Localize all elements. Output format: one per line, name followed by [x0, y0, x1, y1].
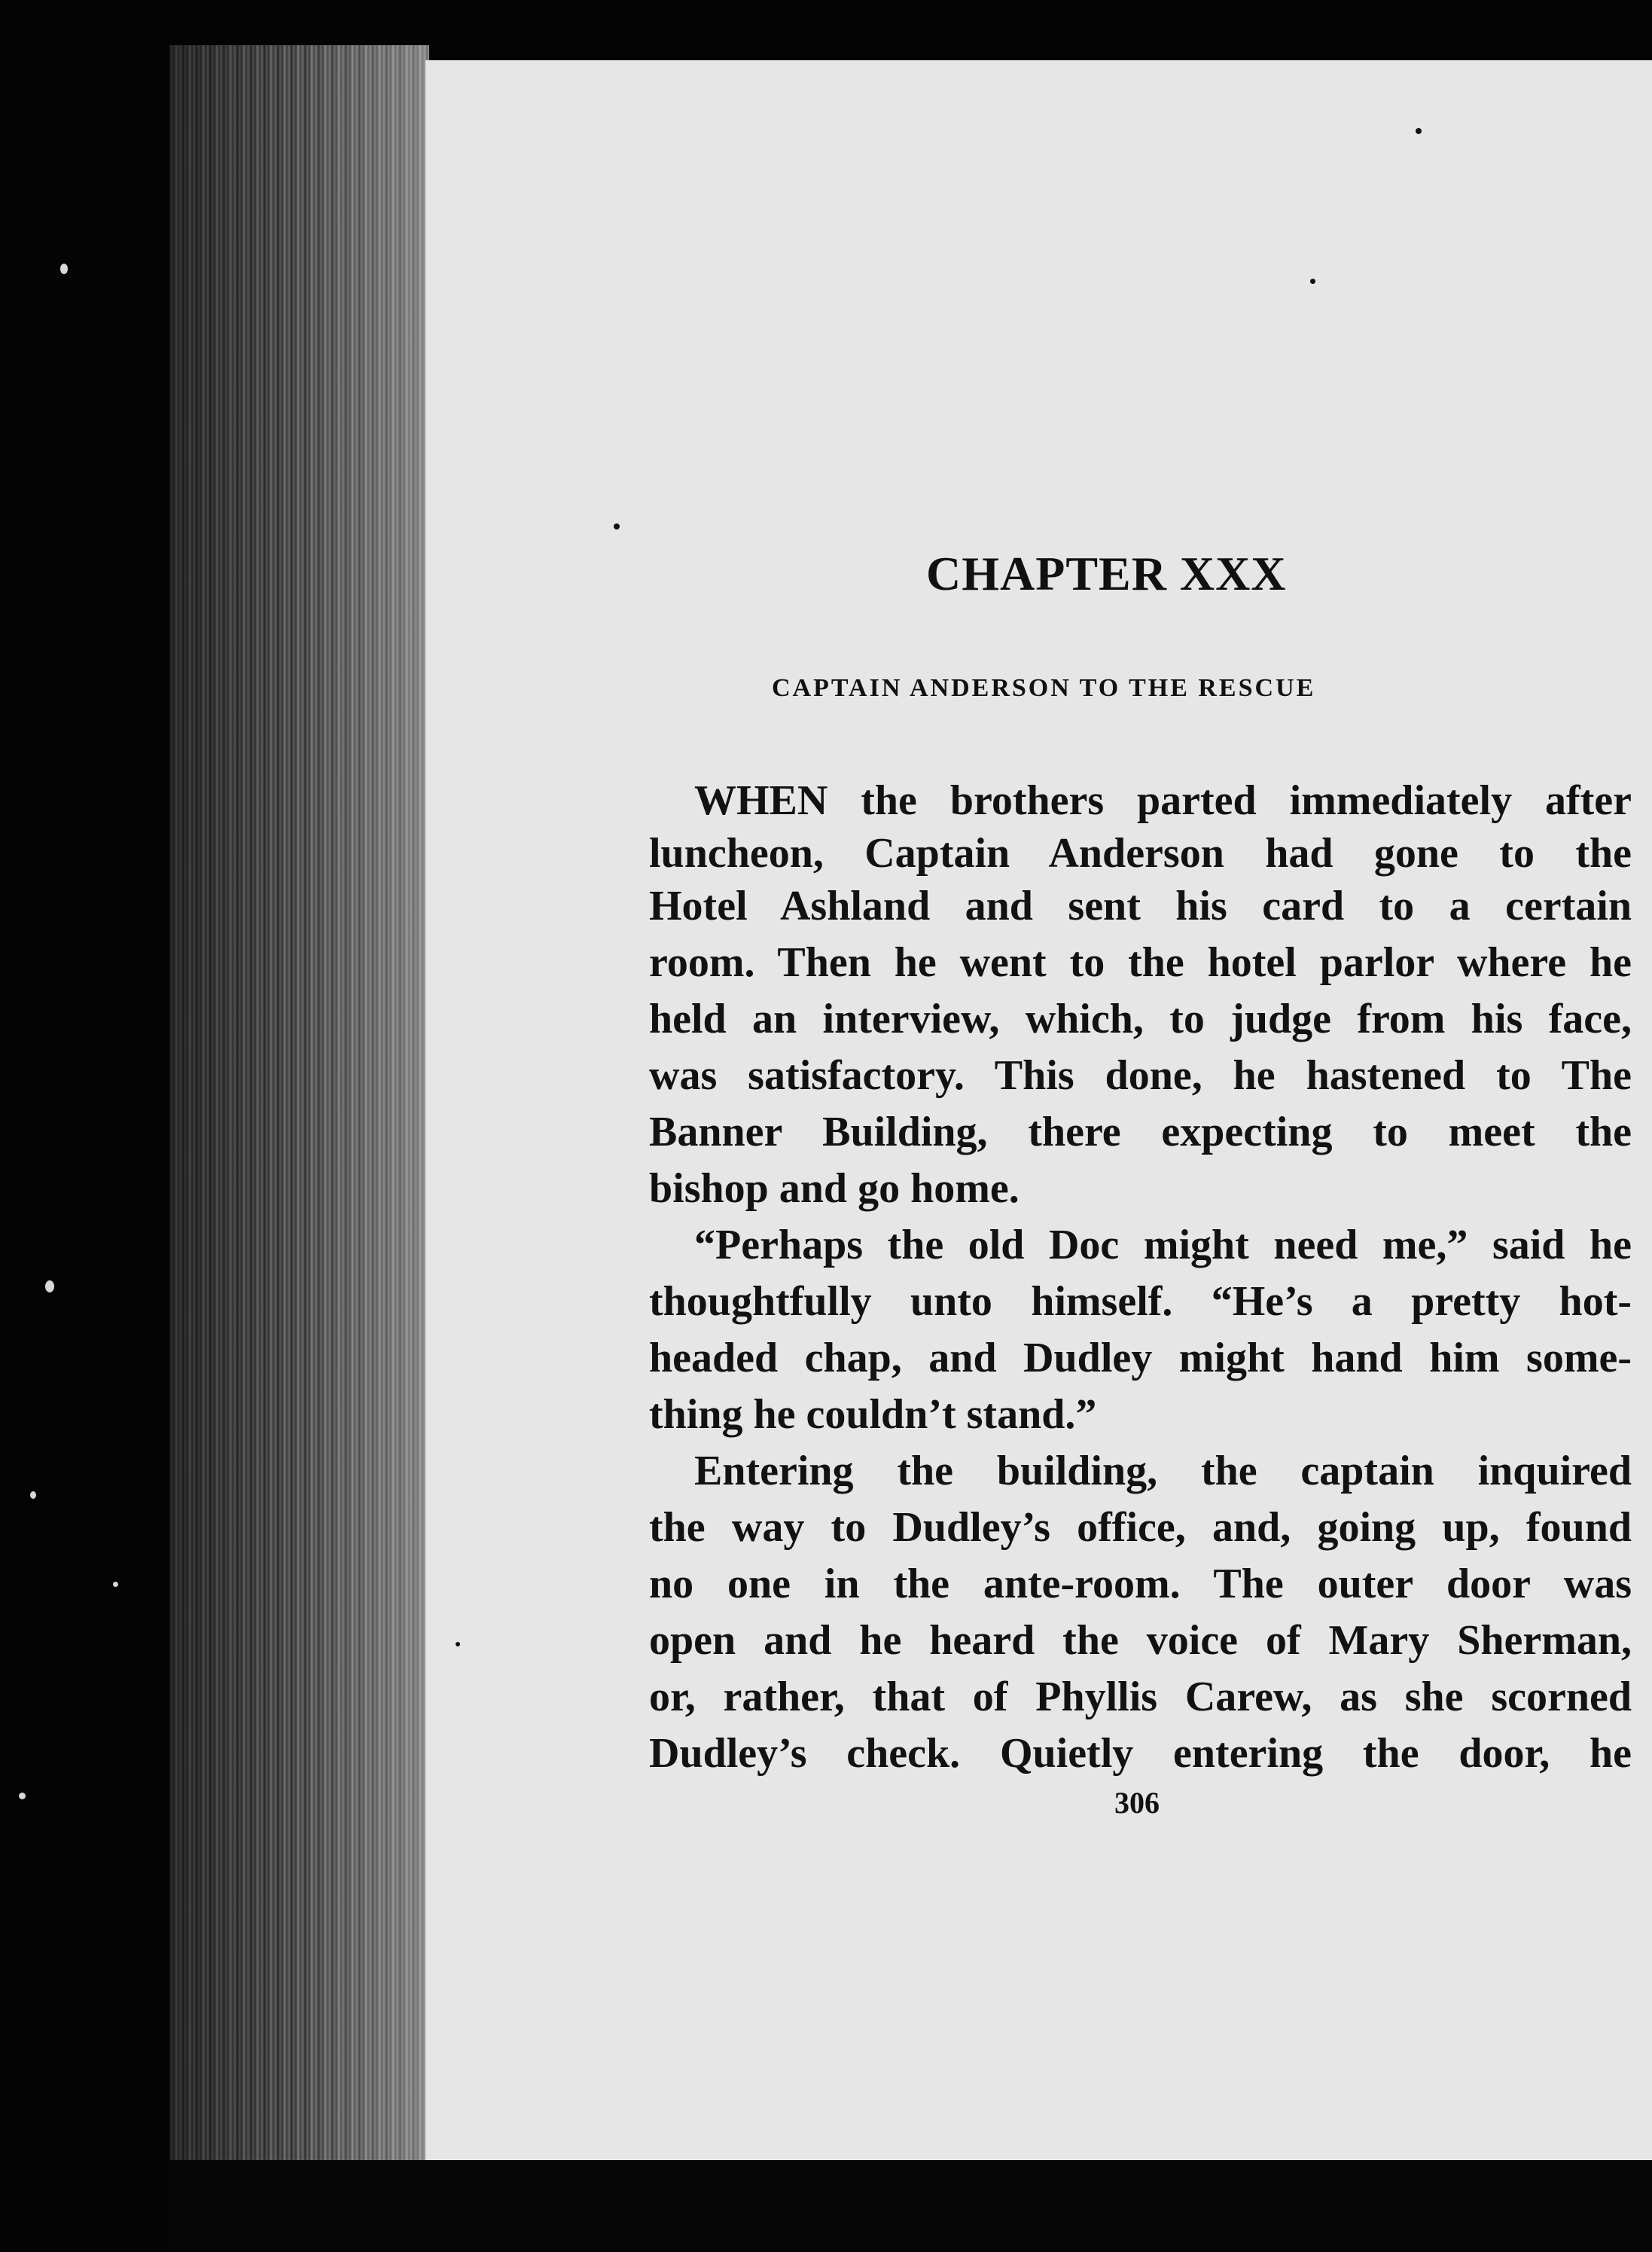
text-line: the way to Dudley’s office, and, going up, found: [649, 1504, 1632, 1551]
dust-speck: [30, 1491, 36, 1499]
text-line: or, rather, that of Phyllis Carew, as she scorned: [649, 1674, 1632, 1720]
text-line: was satisfactory. This done, he hastened to The: [649, 1052, 1632, 1099]
text-line: room. Then he went to the hotel parlor where he: [649, 939, 1632, 986]
text-line: thoughtfully unto himself. “He’s a pretty hot-: [649, 1278, 1632, 1325]
text-line: Hotel Ashland and sent his card to a certain: [649, 883, 1632, 929]
page-number: 306: [1114, 1786, 1160, 1820]
text-line: open and he heard the voice of Mary Sherman,: [649, 1617, 1632, 1664]
text-line: luncheon, Captain Anderson had gone to the: [649, 830, 1632, 877]
dust-speck: [113, 1582, 118, 1587]
page-speck: [456, 1642, 460, 1646]
page-speck: [1310, 279, 1315, 284]
text-line: bishop and go home.: [649, 1165, 1020, 1212]
text-line: headed chap, and Dudley might hand him some-: [649, 1335, 1632, 1381]
text-line: “Perhaps the old Doc might need me,” said he: [694, 1222, 1632, 1268]
text-line: Dudley’s check. Quietly entering the door, he: [649, 1730, 1632, 1777]
dust-speck: [60, 264, 68, 274]
page-speck: [1416, 128, 1422, 134]
chapter-title: CHAPTER XXX: [926, 547, 1287, 600]
page-edges: [169, 45, 429, 2177]
text-line: held an interview, which, to judge from his face,: [649, 996, 1632, 1042]
bottom-shadow: [169, 2160, 1652, 2252]
text-line: Banner Building, there expecting to meet the: [649, 1109, 1632, 1155]
chapter-subtitle: CAPTAIN ANDERSON TO THE RESCUE: [772, 674, 1316, 702]
dust-speck: [45, 1280, 54, 1292]
text-line: Entering the building, the captain inquired: [694, 1448, 1632, 1494]
text-line: thing he couldn’t stand.”: [649, 1391, 1097, 1438]
dust-speck: [19, 1793, 26, 1799]
page-speck: [614, 523, 620, 529]
text-line: no one in the ante-room. The outer door was: [649, 1561, 1632, 1607]
text-line: WHEN the brothers parted immediately after: [694, 777, 1632, 824]
